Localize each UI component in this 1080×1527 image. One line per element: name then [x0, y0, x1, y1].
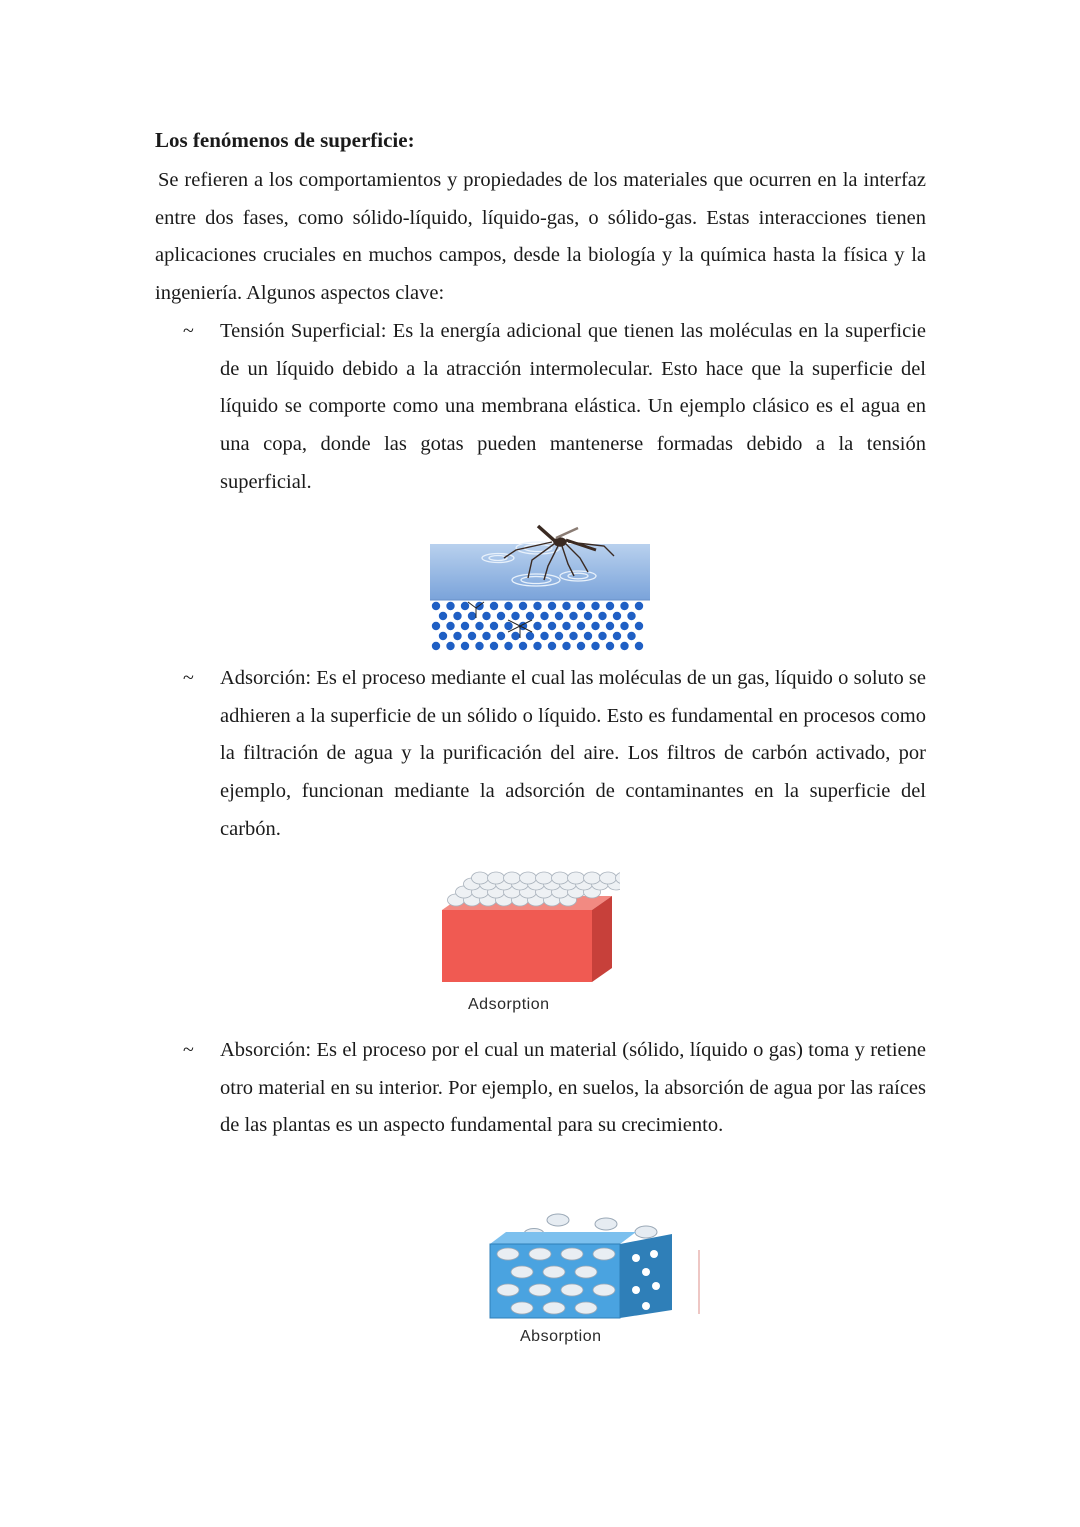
molecule — [526, 612, 534, 620]
molecule — [511, 632, 519, 640]
molecule — [548, 602, 556, 610]
molecule — [548, 622, 556, 630]
intro-paragraph: Se refieren a los comportamientos y propiedades de los materiales que ocurren en la interfaz entre dos fases, como sólido-líquido, líquido-gas, o sólido-gas. Estas interacciones tienen aplicaciones cruciales en muchos campos, desde la biología y la química hasta la física y la ingeniería. Algunos aspectos clave: — [155, 169, 926, 305]
molecule — [569, 632, 577, 640]
molecule — [475, 622, 483, 630]
molecule — [606, 642, 614, 650]
molecule — [577, 602, 585, 610]
molecule — [635, 622, 643, 630]
molecule — [620, 602, 628, 610]
molecule — [504, 622, 512, 630]
molecule — [497, 632, 505, 640]
molecule — [439, 632, 447, 640]
molecule — [598, 632, 606, 640]
particle — [593, 1248, 615, 1260]
molecule — [453, 612, 461, 620]
absorption-figure — [486, 1210, 702, 1345]
molecule — [468, 632, 476, 640]
molecule — [606, 622, 614, 630]
particle — [543, 1302, 565, 1314]
molecule — [635, 642, 643, 650]
molecule — [591, 642, 599, 650]
molecule — [598, 612, 606, 620]
molecule — [620, 622, 628, 630]
absorption-caption: Absorption — [520, 1328, 602, 1345]
particle — [472, 872, 489, 884]
molecule — [519, 642, 527, 650]
molecule — [562, 622, 570, 630]
molecule — [533, 642, 541, 650]
adsorption-caption: Adsorption — [468, 996, 550, 1013]
particle — [529, 1248, 551, 1260]
particle — [561, 1284, 583, 1296]
molecule — [577, 642, 585, 650]
particle — [575, 1266, 597, 1278]
molecule — [540, 612, 548, 620]
particle — [511, 1302, 533, 1314]
particle — [632, 1254, 640, 1262]
particle — [488, 872, 505, 884]
molecule — [533, 622, 541, 630]
molecule — [584, 612, 592, 620]
molecule — [475, 642, 483, 650]
water-molecules — [432, 602, 643, 650]
molecule — [591, 622, 599, 630]
molecule — [555, 612, 563, 620]
molecule — [504, 642, 512, 650]
particle — [520, 872, 537, 884]
particle — [650, 1250, 658, 1258]
molecule — [490, 602, 498, 610]
molecule — [432, 622, 440, 630]
molecule — [482, 632, 490, 640]
molecule — [627, 632, 635, 640]
particle — [642, 1268, 650, 1276]
molecule — [453, 632, 461, 640]
adsorption-figure — [440, 870, 620, 1013]
molecule — [562, 602, 570, 610]
molecule — [446, 642, 454, 650]
molecule — [446, 602, 454, 610]
particle — [584, 872, 601, 884]
molecule — [446, 622, 454, 630]
particle — [543, 1266, 565, 1278]
molecule — [497, 612, 505, 620]
molecule — [490, 642, 498, 650]
molecule — [613, 612, 621, 620]
molecule — [606, 602, 614, 610]
molecule — [620, 642, 628, 650]
particle — [536, 872, 553, 884]
water-surface — [430, 544, 650, 600]
molecule — [490, 622, 498, 630]
particle — [600, 872, 617, 884]
list-item-surface-tension — [155, 313, 926, 502]
list-item-adsorption — [155, 660, 926, 849]
molecule — [526, 632, 534, 640]
particle — [568, 872, 585, 884]
molecule — [519, 602, 527, 610]
absorption-text: Absorción: Es el proceso por el cual un material (sólido, líquido o gas) toma y retiene otro material en su interior. Por ejemplo, en suelos, la absorción de agua por las raíces de las plantas es un aspecto fundamental para su crecimiento. — [220, 1039, 926, 1137]
molecule — [540, 632, 548, 640]
molecule — [432, 602, 440, 610]
particle — [575, 1302, 597, 1314]
molecule — [591, 602, 599, 610]
molecule — [461, 602, 469, 610]
particle — [497, 1248, 519, 1260]
molecule — [548, 642, 556, 650]
particle — [652, 1282, 660, 1290]
adsorption-block-front — [442, 910, 592, 982]
molecule — [533, 602, 541, 610]
molecule — [584, 632, 592, 640]
particle — [511, 1266, 533, 1278]
molecule — [432, 642, 440, 650]
molecule — [627, 612, 635, 620]
section-heading: Los fenómenos de superficie: — [155, 128, 415, 152]
absorption-block-top — [490, 1232, 636, 1244]
molecule — [511, 612, 519, 620]
surface-tension-text: Tensión Superficial: Es la energía adicional que tienen las moléculas en la superficie de un líquido debido a la atracción intermolecular. Esto hace que la superficie del líquido se comporte como una membrana elástica. Un ejemplo clásico es el agua en una copa, donde las gotas pueden mantenerse formadas debido a la tensión superficial. — [220, 320, 926, 493]
particle — [504, 872, 521, 884]
particle — [497, 1284, 519, 1296]
particle — [552, 872, 569, 884]
tilde-bullet: ~ — [183, 1039, 194, 1061]
molecule — [569, 612, 577, 620]
molecule — [613, 632, 621, 640]
adsorption-text: Adsorción: Es el proceso mediante el cual las moléculas de un gas, líquido o soluto se adhieren a la superficie de un sólido o líquido. Esto es fundamental en procesos como la filtración de agua y la purificación del aire. Los filtros de carbón activado, por ejemplo, funcionan mediante la adsorción de contaminantes en la superficie del carbón. — [220, 667, 926, 840]
molecule — [577, 622, 585, 630]
molecule — [635, 602, 643, 610]
molecule — [439, 612, 447, 620]
adsorption-block-side — [592, 896, 612, 982]
particle — [642, 1302, 650, 1310]
molecule — [555, 632, 563, 640]
molecule — [562, 642, 570, 650]
molecule — [468, 612, 476, 620]
tilde-bullet: ~ — [183, 667, 194, 689]
particle — [561, 1248, 583, 1260]
surface-tension-figure — [428, 520, 652, 654]
molecule — [504, 602, 512, 610]
molecule — [482, 612, 490, 620]
list-item-absorption — [155, 1032, 926, 1145]
tilde-bullet: ~ — [183, 320, 194, 342]
particle — [593, 1284, 615, 1296]
molecule — [461, 642, 469, 650]
particle — [632, 1286, 640, 1294]
molecule — [461, 622, 469, 630]
particle — [529, 1284, 551, 1296]
